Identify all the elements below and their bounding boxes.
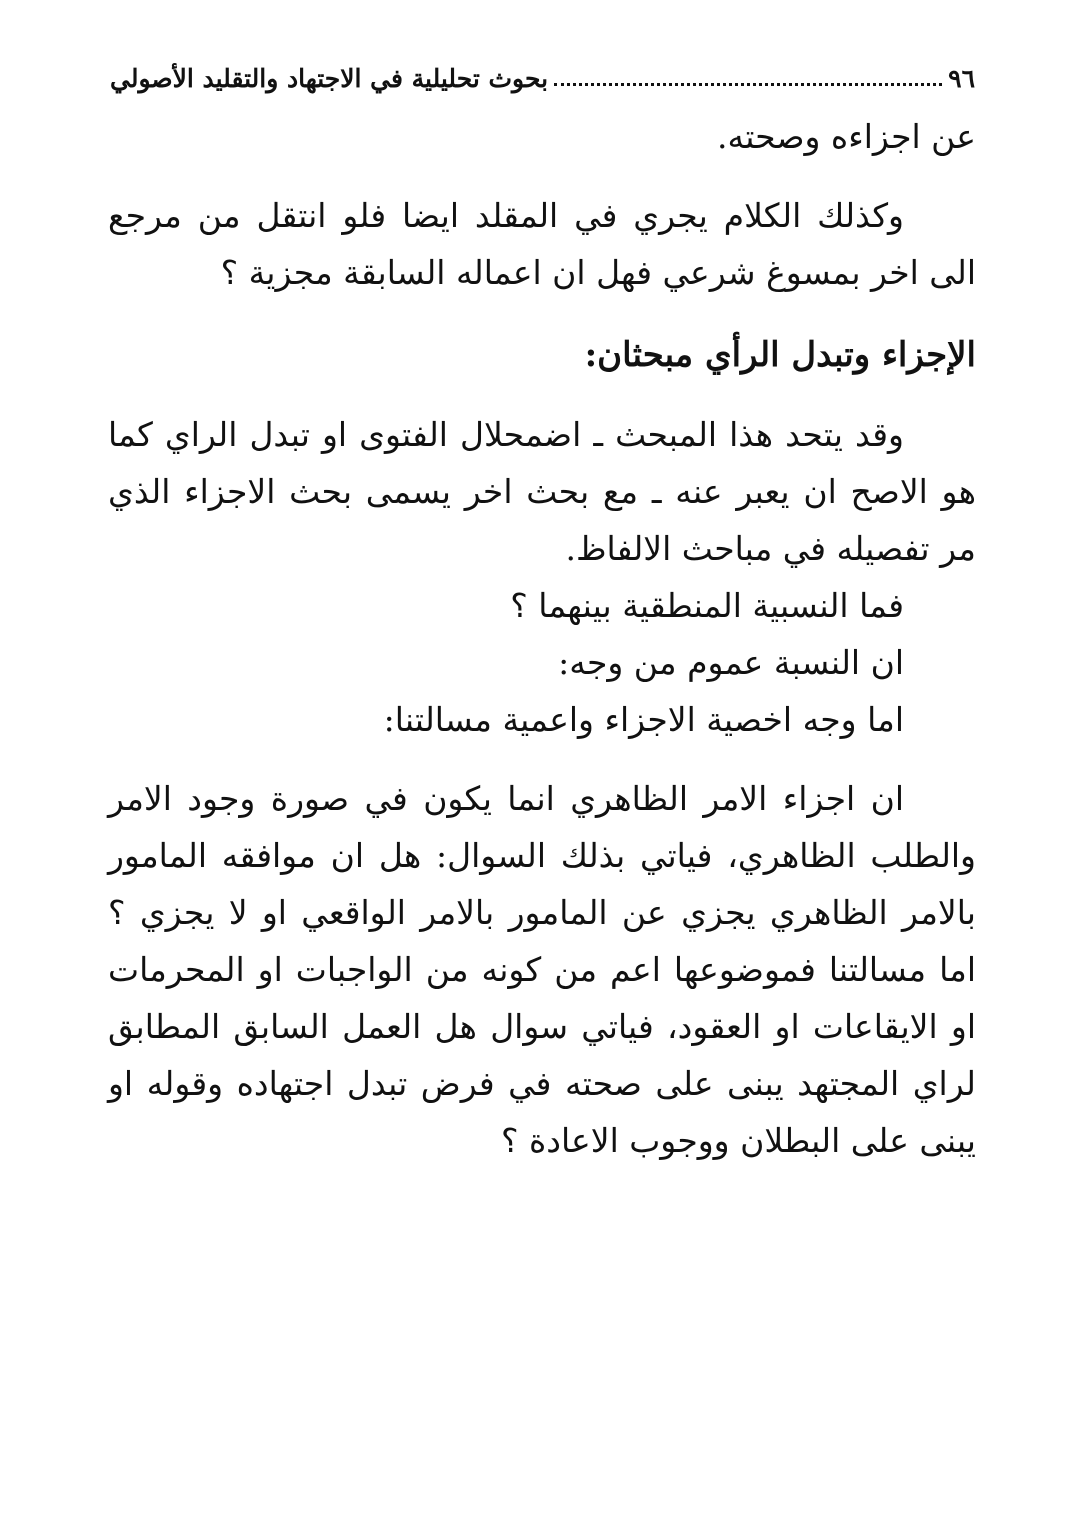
running-header-title: بحوث تحليلية في الاجتهاد والتقليد الأصولي [110, 63, 549, 93]
paragraph-ijza-zahiri: ان اجزاء الامر الظاهري انما يكون في صورة وجود الامر والطلب الظاهري، فياتي بذلك السوال: هل ان موافقه المامور بالامر الظاهري يجزي عن المامور بالامر الواقعي او لا يجزي ؟ اما مسالتنا فموضوعها اعم من كونه من الواجبات او المحرمات او الايقاعات او العقود، فياتي سوال هل العمل السابق المطابق لراي المجتهد يبنى على صحته في فرض تبدل اجتهاده وقوله او يبنى على البطلان ووجوب الاعادة ؟ [108, 779, 976, 1160]
line-question: فما النسبية المنطقية بينهما ؟ [510, 586, 904, 625]
paragraph-muqallid: وكذلك الكلام يجري في المقلد ايضا فلو انتقل من مرجع الى اخر بمسوغ شرعي فهل ان اعماله السابقة مجزية ؟ [108, 196, 976, 292]
paragraph-continuation: عن اجزاءه وصحته. [717, 117, 976, 156]
line-akhassiyya: اما وجه اخصية الاجزاء واعمية مسالتنا: [383, 700, 904, 739]
header-leader-dots [554, 83, 942, 86]
page-body [108, 108, 976, 1169]
line-nisba: ان النسبة عموم من وجه: [558, 643, 904, 682]
running-header [110, 58, 975, 98]
paragraph-tabaddul: وقد يتحد هذا المبحث ـ اضمحلال الفتوى او تبدل الراي كما هو الاصح ان يعبر عنه ـ مع بحث اخر يسمى بحث الاجزاء الذي مر تفصيله في مباحث الالفاظ. [108, 415, 976, 568]
page-number: ٩٦ [948, 63, 975, 93]
section-heading: الإجزاء وتبدل الرأي مبحثان: [584, 335, 976, 375]
